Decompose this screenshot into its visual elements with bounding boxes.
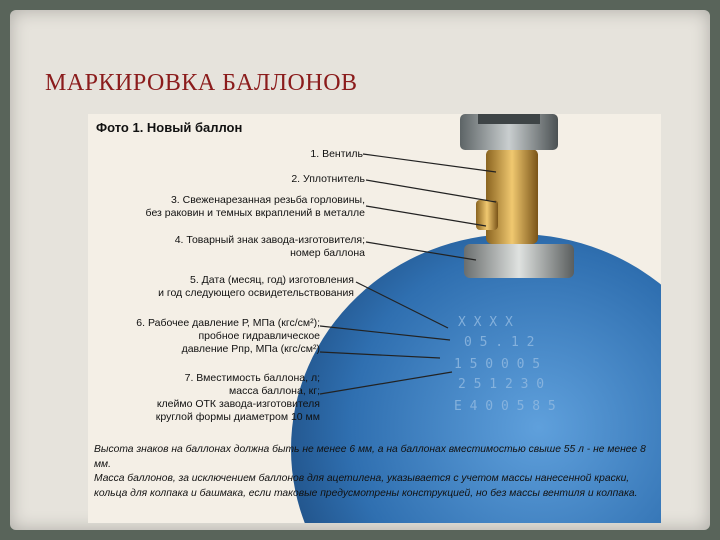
label-trademark: 4. Товарный знак завода-изготовителя; номер баллона [174, 234, 365, 259]
note-paragraph: Высота знаков на баллонах должна быть не менее 6 мм, а на баллонах вместимостью свыше 55 л - не менее 8 мм. [94, 444, 646, 470]
label-valve: 1. Вентиль [310, 148, 363, 160]
photo-notes [94, 443, 654, 501]
photo-title: Фото 1. Новый баллон [96, 120, 243, 135]
label-capacity: 7. Вместимость баллона, л; масса баллона, кг; клеймо ОТК завода-изготовителя круглой формы диаметром 10 мм [155, 372, 320, 423]
label-seal: 2. Уплотнитель [291, 173, 365, 185]
stamp-mark: 0 5 . 1 2 [464, 335, 535, 350]
note-paragraph: Масса баллонов, за исключением баллонов для ацетилена, указывается с учетом массы нанесенной краски, кольца для колпака и башмака, если таковые предусмотрены конструкцией, но без массы вентиля и колпака. [94, 473, 638, 499]
label-pressure: 6. Рабочее давление Р, МПа (кгс/см²); пробное гидравлическое давление Рпр, МПа (кгс/см²) [136, 317, 320, 355]
neck-ring [464, 244, 574, 278]
cylinder-photo [88, 114, 661, 523]
label-date: 5. Дата (месяц, год) изготовления и год следующего освидетельствования [158, 274, 354, 299]
stamp-mark: 2 5 1 2 3 0 [458, 377, 545, 392]
label-thread: 3. Свеженарезанная резьба горловины, без раковин и темных вкраплений в металле [145, 194, 365, 219]
slide-title: МАРКИРОВКА БАЛЛОНОВ [45, 70, 358, 96]
stamp-mark: X X X X [458, 315, 513, 330]
stamp-mark: 1 5 0 0 0 5 [454, 357, 541, 372]
stamp-mark: Е 4 0 0 5 8 5 [454, 399, 556, 414]
